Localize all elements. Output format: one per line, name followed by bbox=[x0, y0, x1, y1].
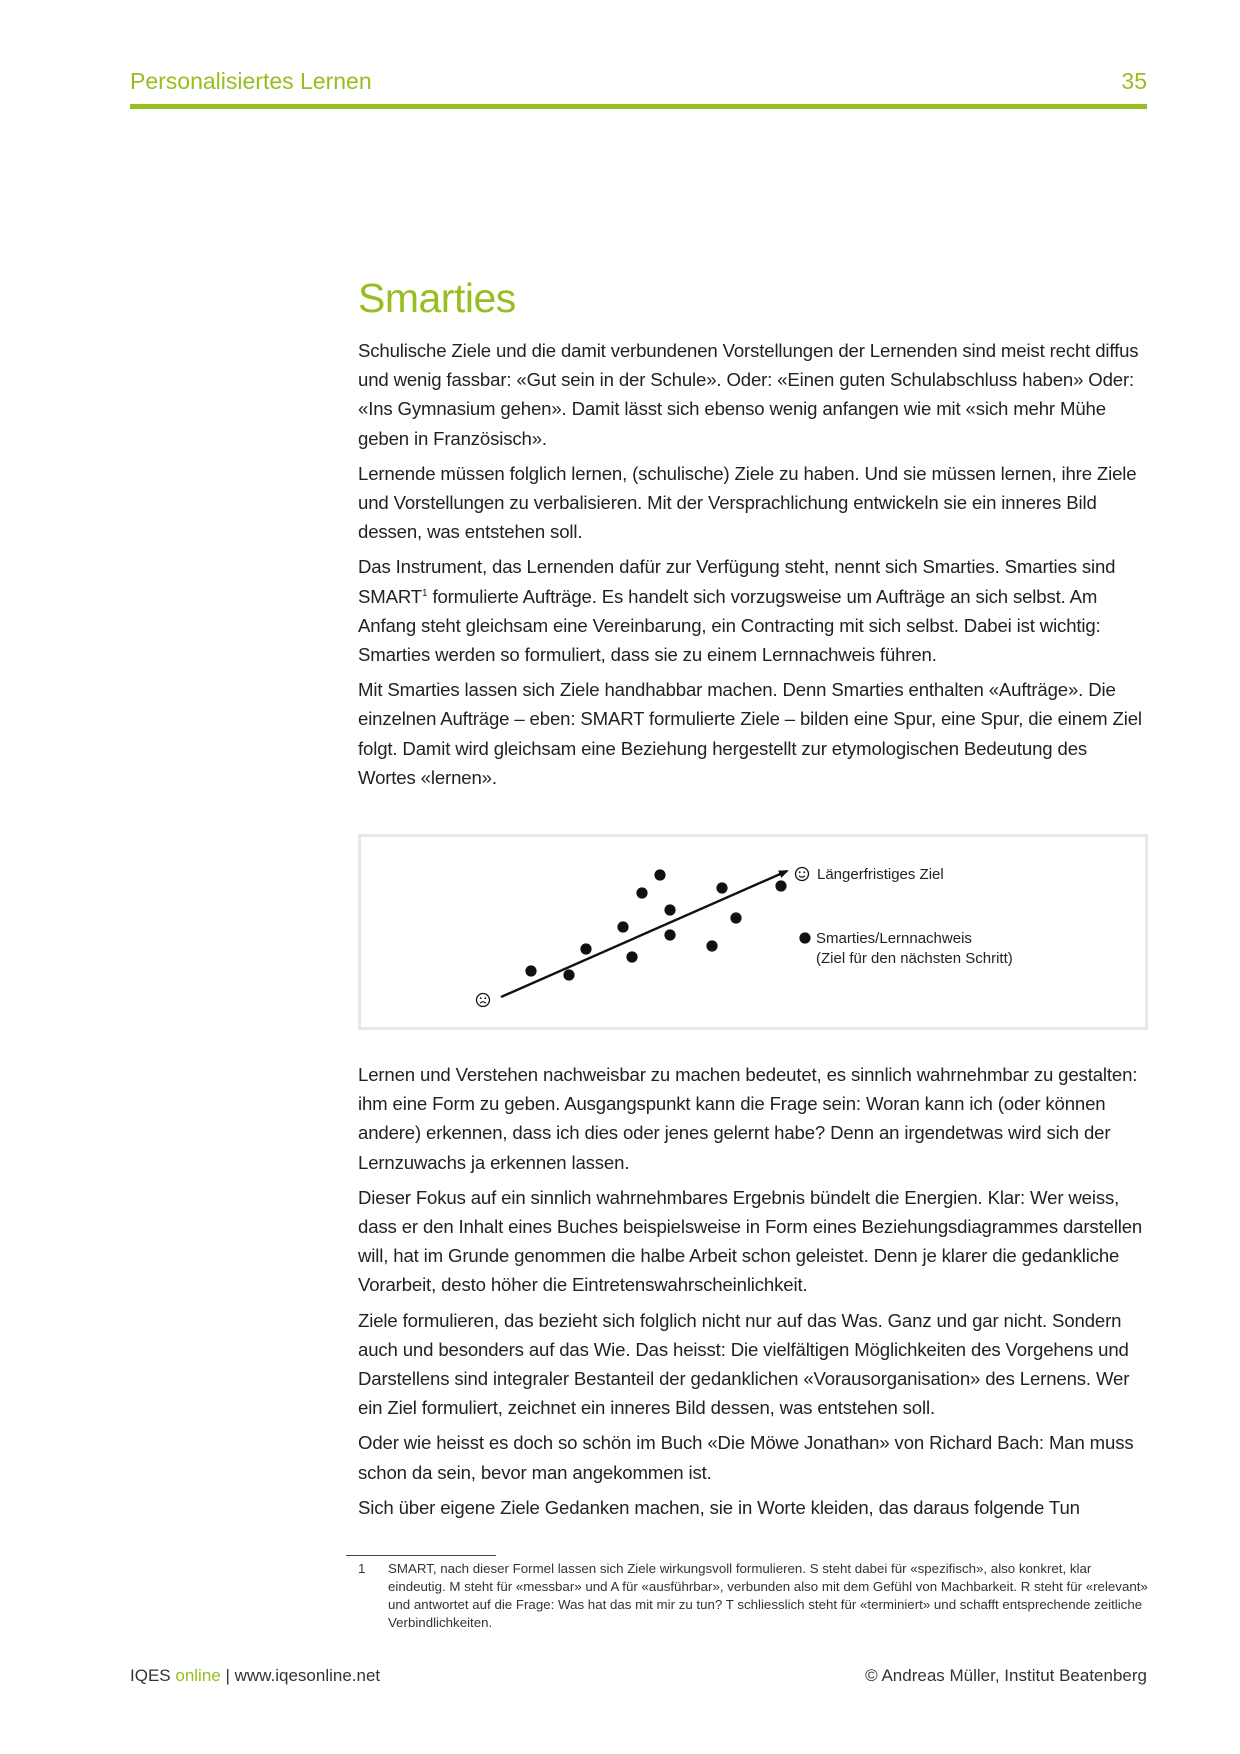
page-header bbox=[130, 68, 1147, 108]
footer-separator: | bbox=[225, 1666, 230, 1685]
paragraph: Ziele formulieren, das bezieht sich folglich nicht nur auf das Was. Ganz und gar nicht. Sondern auch und besonders auf das Wie. Das heisst: Die vielfältigen Möglichkeiten des Vorgehens und Darstellens sind integraler Bestanteil der gedanklichen «Vorausorganisation» des Lernens. Wer ein Ziel formuliert, zeichnet ein inneres Bild dessen, was entstehen soll. bbox=[358, 1309, 1130, 1419]
paragraph: Oder wie heisst es doch so schön im Buch «Die Möwe Jonathan» von Richard Bach: Man muss schon da sein, bevor man angekommen ist. bbox=[358, 1432, 1134, 1483]
paragraph: Sich über eigene Ziele Gedanken machen, sie in Worte kleiden, das daraus folgende Tun bbox=[358, 1496, 1080, 1518]
paragraph: Schulische Ziele und die damit verbundenen Vorstellungen der Lernenden sind meist recht diffus und wenig fassbar: «Gut sein in der Schule». Oder: «Einen guten Schulabschluss haben» Oder: «Ins Gymnasium gehen». Damit lässt sich ebenso wenig anfangen wie mit «sich mehr Mühe geben in Französisch». bbox=[358, 340, 1139, 449]
sad-face-icon bbox=[477, 994, 490, 1007]
smiley-face-icon bbox=[796, 868, 809, 881]
goal-label: Längerfristiges Ziel bbox=[817, 866, 944, 883]
smartie-point bbox=[617, 921, 628, 932]
paragraph-text: formulierte Aufträge. Es handelt sich vorzugsweise um Aufträge an sich selbst. Am Anfang steht gleichsam eine Vereinbarung, ein Contracting mit sich selbst. Dabei ist wichtig: Smarties werden so formuliert, dass sie zu einem Lernnachweis führen. bbox=[358, 585, 1101, 666]
footnote-number: 1 bbox=[358, 1561, 366, 1576]
article-body-bottom bbox=[358, 1060, 1148, 1528]
smartie-point bbox=[730, 912, 741, 923]
smartie-point bbox=[580, 943, 591, 954]
header-rule bbox=[130, 104, 1147, 109]
article-title: Smarties bbox=[358, 275, 516, 321]
footnote-ref[interactable]: 1 bbox=[422, 587, 428, 599]
footer-url[interactable]: www.iqesonline.net bbox=[234, 1666, 381, 1685]
smartie-point bbox=[706, 940, 717, 951]
footnote-rule bbox=[346, 1555, 496, 1556]
smartie-point bbox=[775, 880, 786, 891]
paragraph: Dieser Fokus auf ein sinnlich wahrnehmbares Ergebnis bündelt die Energien. Klar: Wer weiss, dass er den Inhalt eines Buches beispielsweise in Form eines Beziehungsdiagrammes darstellen will, hat im Grunde genommen die halbe Arbeit schon geleistet. Denn je klarer die gedankliche Vorarbeit, desto höher die Eintretenswahrscheinlichkeit. bbox=[358, 1186, 1143, 1296]
paragraph: Mit Smarties lassen sich Ziele handhabbar machen. Denn Smarties enthalten «Aufträge». Die einzelnen Aufträge – eben: SMART formulierte Ziele – bilden eine Spur, eine Spur, die einem Ziel folgt. Damit wird gleichsam eine Beziehung hergestellt zur etymologischen Bedeutung des Wortes «lernen». bbox=[358, 679, 1142, 788]
smarties-diagram bbox=[358, 834, 1148, 1030]
smartie-point bbox=[626, 951, 637, 962]
footer-brand bbox=[130, 1666, 380, 1686]
smartie-point bbox=[563, 969, 574, 980]
footer-copyright: © Andreas Müller, Institut Beatenberg bbox=[865, 1666, 1147, 1685]
smartie-point bbox=[636, 887, 647, 898]
smartie-point bbox=[525, 965, 536, 976]
brand-online: online bbox=[175, 1666, 221, 1685]
smartie-points bbox=[525, 869, 786, 980]
brand-iqes: IQES bbox=[130, 1666, 171, 1685]
paragraph-text: Das Instrument, das Lernenden dafür zur Verfügung steht, nennt sich Smarties. Smarties sind SMART bbox=[358, 556, 1116, 607]
legend-dot-icon bbox=[799, 932, 810, 943]
footnote-text: SMART, nach dieser Formel lassen sich Ziele wirkungsvoll formulieren. S steht dabei für «spezifisch», also konkret, klar eindeutig. M steht für «messbar» und A für «ausführbar», verbunden also mit dem Gefühl von Machbarkeit. R steht für «relevant» und antwortet auf die Frage: Was hat das mit mir zu tun? T schliesslich steht für «terminiert» und schafft entsprechende zeitliche Verbindlichkeiten. bbox=[388, 1561, 1148, 1630]
page-number: 35 bbox=[1121, 68, 1147, 94]
legend-label: Smarties/Lernnachweis bbox=[816, 930, 972, 947]
smartie-point bbox=[664, 929, 675, 940]
smartie-point bbox=[654, 869, 665, 880]
article-body-top bbox=[358, 336, 1148, 798]
article-title-block bbox=[358, 272, 1148, 324]
paragraph: Lernen und Verstehen nachweisbar zu machen bedeutet, es sinnlich wahrnehmbar zu gestalten: ihm eine Form zu geben. Ausgangspunkt kann die Frage sein: Woran kann ich (oder können andere) erkennen, dass ich dies oder jenes gelernt habe? Denn an irgendetwas wird sich der Lernzuwachs ja erkennen lassen. bbox=[358, 1064, 1138, 1173]
smartie-point bbox=[716, 882, 727, 893]
smartie-point bbox=[664, 904, 675, 915]
section-title: Personalisiertes Lernen bbox=[130, 68, 372, 94]
paragraph: Lernende müssen folglich lernen, (schulische) Ziele zu haben. Und sie müssen lernen, ihre Ziele und Vorstellungen zu verbalisieren. Mit der Versprachlichung entwickeln sie ein inneres Bild dessen, was entstehen soll. bbox=[358, 462, 1137, 543]
paragraph bbox=[358, 552, 1148, 669]
legend-sublabel: (Ziel für den nächsten Schritt) bbox=[816, 950, 1013, 967]
diagram-canvas bbox=[361, 837, 1145, 1027]
